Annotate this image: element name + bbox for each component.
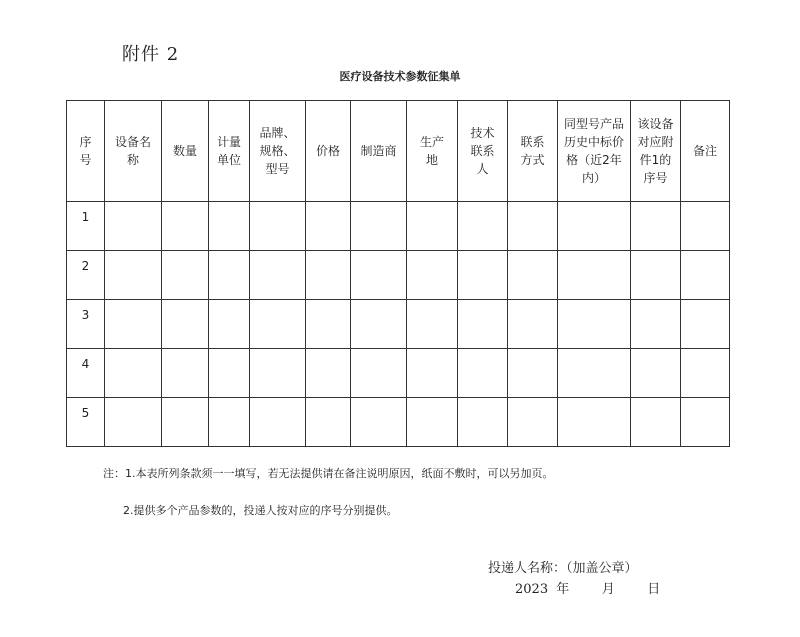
table-row bbox=[67, 398, 730, 447]
origin-cell[interactable] bbox=[407, 349, 458, 398]
contact-method-cell[interactable] bbox=[508, 251, 558, 300]
historical-price-cell[interactable] bbox=[558, 398, 631, 447]
remarks-cell[interactable] bbox=[681, 349, 730, 398]
historical-price-cell[interactable] bbox=[558, 300, 631, 349]
brand-model-cell[interactable] bbox=[250, 251, 306, 300]
header-seq: 序号 bbox=[79, 135, 92, 167]
contact-method-cell[interactable] bbox=[508, 349, 558, 398]
tech-contact-cell[interactable] bbox=[458, 398, 508, 447]
header-unit: 计量单位 bbox=[216, 135, 241, 167]
attachment-seq-cell[interactable] bbox=[631, 398, 681, 447]
contact-method-cell[interactable] bbox=[508, 398, 558, 447]
historical-price-cell[interactable] bbox=[558, 202, 631, 251]
device-name-cell[interactable] bbox=[105, 398, 162, 447]
table-row bbox=[67, 349, 730, 398]
note-2: 2.提供多个产品参数的，投递人按对应的序号分别提供。 bbox=[123, 504, 398, 517]
header-manufacturer: 制造商 bbox=[360, 144, 397, 158]
date-line: 2023 年 月 日 bbox=[515, 582, 661, 597]
manufacturer-cell[interactable] bbox=[351, 251, 407, 300]
device-name-cell[interactable] bbox=[105, 251, 162, 300]
attachment-seq-cell[interactable] bbox=[631, 251, 681, 300]
price-cell[interactable] bbox=[306, 398, 351, 447]
header-cell bbox=[67, 101, 105, 202]
header-contact-method: 联系方式 bbox=[520, 135, 545, 167]
header-device-name: 设备名称 bbox=[114, 135, 151, 167]
attachment-label: 附件 2 bbox=[122, 44, 180, 65]
header-cell bbox=[681, 101, 730, 202]
form-title: 医疗设备技术参数征集单 bbox=[339, 70, 461, 83]
tech-contact-cell[interactable] bbox=[458, 251, 508, 300]
device-name-cell[interactable] bbox=[105, 202, 162, 251]
price-cell[interactable] bbox=[306, 251, 351, 300]
unit-cell[interactable] bbox=[209, 251, 250, 300]
header-cell bbox=[209, 101, 250, 202]
header-cell bbox=[508, 101, 558, 202]
unit-cell[interactable] bbox=[209, 202, 250, 251]
row-number: 2 bbox=[67, 251, 105, 300]
note-1: 注：1.本表所列条款须一一填写，若无法提供请在备注说明原因，纸面不敷时，可以另加页。 bbox=[103, 467, 554, 480]
attachment-seq-cell[interactable] bbox=[631, 202, 681, 251]
header-cell bbox=[162, 101, 209, 202]
remarks-cell[interactable] bbox=[681, 202, 730, 251]
quantity-cell[interactable] bbox=[162, 202, 209, 251]
brand-model-cell[interactable] bbox=[250, 349, 306, 398]
attachment-seq-cell[interactable] bbox=[631, 300, 681, 349]
device-name-cell[interactable] bbox=[105, 300, 162, 349]
table-row bbox=[67, 300, 730, 349]
quantity-cell[interactable] bbox=[162, 300, 209, 349]
origin-cell[interactable] bbox=[407, 202, 458, 251]
historical-price-cell[interactable] bbox=[558, 251, 631, 300]
header-cell bbox=[306, 101, 351, 202]
header-price: 价格 bbox=[315, 144, 340, 158]
brand-model-cell[interactable] bbox=[250, 202, 306, 251]
contact-method-cell[interactable] bbox=[508, 202, 558, 251]
parameter-collection-table bbox=[66, 100, 730, 447]
header-cell bbox=[458, 101, 508, 202]
submitter-label: 投递人名称：（加盖公章） bbox=[488, 561, 638, 576]
row-number: 5 bbox=[67, 398, 105, 447]
remarks-cell[interactable] bbox=[681, 251, 730, 300]
row-number: 4 bbox=[67, 349, 105, 398]
manufacturer-cell[interactable] bbox=[351, 398, 407, 447]
header-remarks: 备注 bbox=[692, 144, 717, 158]
table-row bbox=[67, 202, 730, 251]
header-cell bbox=[558, 101, 631, 202]
contact-method-cell[interactable] bbox=[508, 300, 558, 349]
header-cell bbox=[250, 101, 306, 202]
unit-cell[interactable] bbox=[209, 398, 250, 447]
unit-cell[interactable] bbox=[209, 349, 250, 398]
row-number: 1 bbox=[67, 202, 105, 251]
price-cell[interactable] bbox=[306, 202, 351, 251]
tech-contact-cell[interactable] bbox=[458, 349, 508, 398]
brand-model-cell[interactable] bbox=[250, 398, 306, 447]
origin-cell[interactable] bbox=[407, 300, 458, 349]
manufacturer-cell[interactable] bbox=[351, 349, 407, 398]
manufacturer-cell[interactable] bbox=[351, 300, 407, 349]
remarks-cell[interactable] bbox=[681, 398, 730, 447]
quantity-cell[interactable] bbox=[162, 251, 209, 300]
header-quantity: 数量 bbox=[172, 144, 197, 158]
quantity-cell[interactable] bbox=[162, 398, 209, 447]
quantity-cell[interactable] bbox=[162, 349, 209, 398]
tech-contact-cell[interactable] bbox=[458, 300, 508, 349]
origin-cell[interactable] bbox=[407, 398, 458, 447]
header-tech-contact: 技术联系人 bbox=[470, 126, 495, 176]
header-cell bbox=[105, 101, 162, 202]
header-attachment-seq: 该设备对应附件1的序号 bbox=[637, 117, 674, 185]
unit-cell[interactable] bbox=[209, 300, 250, 349]
device-name-cell[interactable] bbox=[105, 349, 162, 398]
row-number: 3 bbox=[67, 300, 105, 349]
remarks-cell[interactable] bbox=[681, 300, 730, 349]
origin-cell[interactable] bbox=[407, 251, 458, 300]
header-historical-price: 同型号产品历史中标价格（近2年内） bbox=[564, 117, 625, 185]
header-cell bbox=[351, 101, 407, 202]
attachment-seq-cell[interactable] bbox=[631, 349, 681, 398]
header-origin: 生产地 bbox=[419, 135, 444, 167]
header-cell bbox=[407, 101, 458, 202]
table-row bbox=[67, 251, 730, 300]
price-cell[interactable] bbox=[306, 300, 351, 349]
brand-model-cell[interactable] bbox=[250, 300, 306, 349]
tech-contact-cell[interactable] bbox=[458, 202, 508, 251]
manufacturer-cell[interactable] bbox=[351, 202, 407, 251]
header-cell bbox=[631, 101, 681, 202]
header-brand-model: 品牌、规格、型号 bbox=[259, 126, 296, 176]
price-cell[interactable] bbox=[306, 349, 351, 398]
historical-price-cell[interactable] bbox=[558, 349, 631, 398]
table-header-row bbox=[67, 101, 730, 202]
